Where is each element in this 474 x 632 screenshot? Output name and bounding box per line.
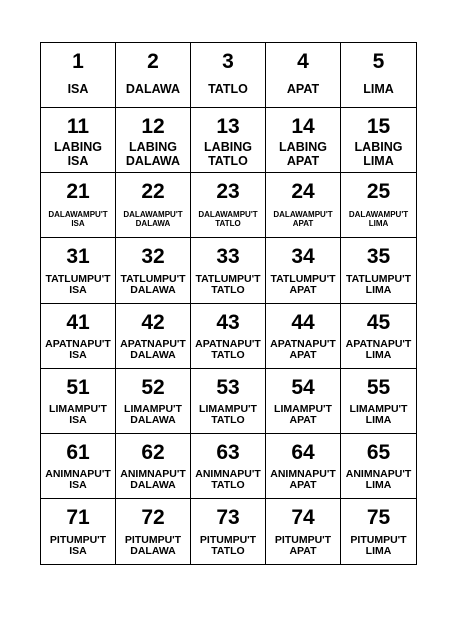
number-cell xyxy=(341,499,416,564)
cell-number: 63 xyxy=(216,440,240,464)
cell-word: PITUMPU'T ISA xyxy=(49,533,107,557)
number-cell xyxy=(191,173,266,238)
cell-word: ANIMNAPU'T DALAWA xyxy=(120,467,186,492)
number-cell xyxy=(41,238,116,303)
cell-number: 73 xyxy=(216,505,240,529)
cell-word: APATNAPU'T ISA xyxy=(45,337,111,362)
cell-number: 61 xyxy=(66,440,90,464)
cell-number: 44 xyxy=(291,310,315,334)
number-cell xyxy=(116,173,191,238)
cell-word: DALAWAMPU'T DALAWA xyxy=(123,210,183,228)
cell-number: 23 xyxy=(216,180,240,204)
cell-word: ISA xyxy=(67,81,89,96)
cell-number: 11 xyxy=(66,115,90,139)
cell-number: 74 xyxy=(291,505,315,529)
cell-number: 21 xyxy=(66,180,90,204)
number-cell xyxy=(191,304,266,369)
cell-number: 5 xyxy=(372,50,385,73)
cell-word: LIMAMPU'T DALAWA xyxy=(124,402,182,427)
cell-word: LABING APAT xyxy=(279,140,327,168)
number-cell xyxy=(41,499,116,564)
cell-number: 24 xyxy=(291,180,315,204)
number-cell xyxy=(266,43,341,108)
cell-word: ANIMNAPU'T TATLO xyxy=(195,467,261,492)
cell-word: ANIMNAPU'T LIMA xyxy=(345,467,412,492)
cell-word: DALAWAMPU'T APAT xyxy=(273,210,333,228)
cell-word: DALAWAMPU'T LIMA xyxy=(348,210,409,228)
cell-number: 65 xyxy=(366,440,391,464)
number-cell xyxy=(41,43,116,108)
cell-number: 45 xyxy=(366,310,391,334)
number-cell xyxy=(266,499,341,564)
number-cell xyxy=(191,238,266,303)
cell-word: LABING DALAWA xyxy=(125,140,181,168)
number-cell xyxy=(116,43,191,108)
cell-word: LABING LIMA xyxy=(354,140,403,168)
cell-number: 75 xyxy=(366,505,391,529)
number-cell xyxy=(191,499,266,564)
cell-word: APATNAPU'T APAT xyxy=(270,337,336,362)
cell-number: 25 xyxy=(366,180,391,204)
cell-word: PITUMPU'T APAT xyxy=(274,533,332,557)
number-cell xyxy=(191,369,266,434)
number-cell xyxy=(41,108,116,173)
number-cell xyxy=(341,304,416,369)
cell-number: 14 xyxy=(291,115,315,139)
cell-word: DALAWAMPU'T TATLO xyxy=(198,210,258,228)
cell-word: LIMA xyxy=(363,81,394,96)
cell-number: 12 xyxy=(141,115,165,139)
cell-word: TATLUMPU'T LIMA xyxy=(345,272,412,296)
number-cell xyxy=(191,108,266,173)
number-cell xyxy=(116,304,191,369)
number-cell xyxy=(191,434,266,499)
cell-number: 42 xyxy=(141,310,165,334)
cell-word: LABING TATLO xyxy=(204,140,252,168)
cell-number: 4 xyxy=(297,50,309,73)
cell-word: ANIMNAPU'T APAT xyxy=(270,467,336,492)
cell-word: APATNAPU'T DALAWA xyxy=(120,337,186,362)
cell-word: TATLUMPU'T ISA xyxy=(45,272,111,296)
cell-number: 15 xyxy=(366,115,391,139)
number-cell xyxy=(41,434,116,499)
cell-word: APAT xyxy=(286,81,320,96)
cell-number: 31 xyxy=(66,245,90,269)
cell-number: 35 xyxy=(366,245,391,269)
cell-word: PITUMPU'T LIMA xyxy=(350,533,407,557)
number-cell xyxy=(116,238,191,303)
cell-number: 1 xyxy=(72,50,84,73)
cell-number: 72 xyxy=(141,505,165,529)
cell-word: TATLUMPU'T APAT xyxy=(270,272,336,296)
cell-number: 41 xyxy=(66,310,90,334)
number-cell xyxy=(41,304,116,369)
cell-number: 32 xyxy=(141,245,165,269)
cell-number: 34 xyxy=(291,245,315,269)
number-cell xyxy=(266,238,341,303)
cell-number: 52 xyxy=(141,375,165,399)
number-cell xyxy=(341,108,416,173)
cell-word: DALAWA xyxy=(125,81,181,96)
number-cell xyxy=(266,304,341,369)
cell-word: TATLUMPU'T TATLO xyxy=(195,272,261,296)
number-cell xyxy=(266,434,341,499)
cell-word: DALAWAMPU'T ISA xyxy=(48,210,108,228)
cell-number: 71 xyxy=(66,505,90,529)
number-cell xyxy=(116,369,191,434)
cell-number: 54 xyxy=(291,375,315,399)
cell-number: 13 xyxy=(216,115,240,139)
cell-word: TATLUMPU'T DALAWA xyxy=(120,272,186,296)
cell-number: 2 xyxy=(147,50,159,73)
number-cell xyxy=(116,108,191,173)
cell-number: 64 xyxy=(291,440,315,464)
cell-word: PITUMPU'T TATLO xyxy=(199,533,257,557)
cell-word: PITUMPU'T DALAWA xyxy=(124,533,182,557)
cell-number: 22 xyxy=(141,180,165,204)
cell-number: 53 xyxy=(216,375,240,399)
cell-word: APATNAPU'T LIMA xyxy=(345,337,412,362)
number-cell xyxy=(41,173,116,238)
number-cell xyxy=(41,369,116,434)
number-cell xyxy=(341,238,416,303)
number-cell xyxy=(341,43,416,108)
number-word-grid xyxy=(40,42,417,565)
number-cell xyxy=(191,43,266,108)
cell-word: ANIMNAPU'T ISA xyxy=(45,467,111,492)
number-cell xyxy=(341,173,416,238)
number-cell xyxy=(116,499,191,564)
cell-number: 62 xyxy=(141,440,165,464)
cell-word: LIMAMPU'T LIMA xyxy=(349,402,408,427)
number-cell xyxy=(341,434,416,499)
cell-word: LIMAMPU'T TATLO xyxy=(199,402,257,427)
cell-number: 33 xyxy=(216,245,240,269)
cell-word: LIMAMPU'T APAT xyxy=(274,402,332,427)
cell-word: TATLO xyxy=(208,81,248,96)
number-cell xyxy=(266,369,341,434)
cell-word: APATNAPU'T TATLO xyxy=(195,337,261,362)
number-cell xyxy=(116,434,191,499)
number-cell xyxy=(341,369,416,434)
cell-number: 43 xyxy=(216,310,240,334)
cell-number: 51 xyxy=(66,375,90,399)
number-cell xyxy=(266,108,341,173)
cell-number: 55 xyxy=(366,375,391,399)
number-cell xyxy=(266,173,341,238)
cell-number: 3 xyxy=(222,50,234,73)
cell-word: LIMAMPU'T ISA xyxy=(49,402,107,427)
cell-word: LABING ISA xyxy=(54,140,102,168)
